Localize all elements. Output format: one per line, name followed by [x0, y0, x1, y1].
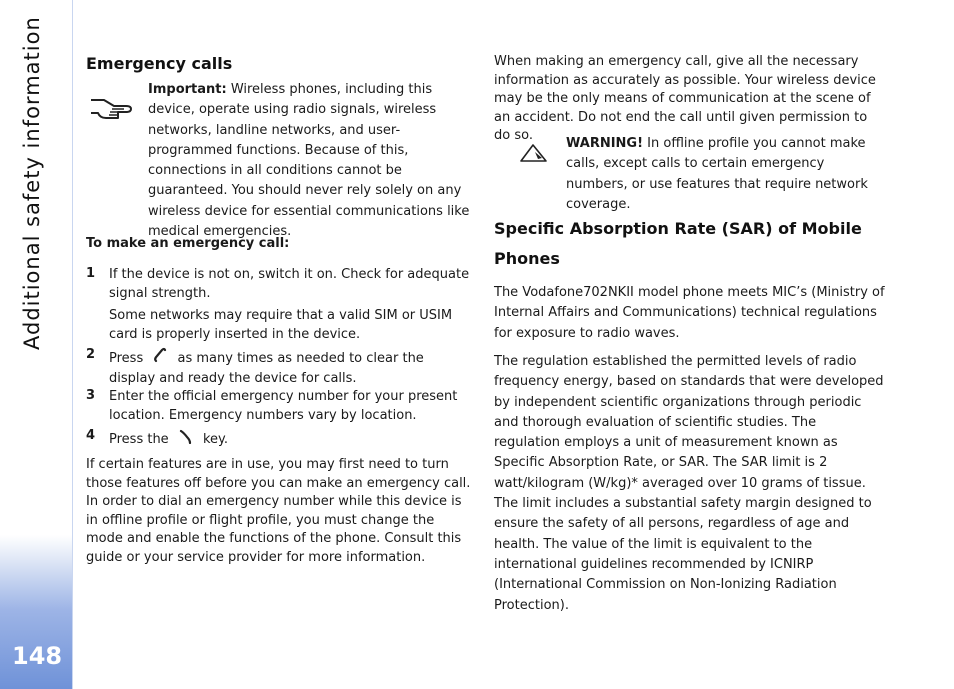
- sar-paragraph-2: The regulation established the permitted levels of radio frequency energy, based on standards that were developed by independent scientific organizations through periodic and thorough evaluation of scientific studies. The regulation employs a unit of measurement known as Specific Absorption Rate, or SAR. The SAR limit is 2 watt/kilogram (W/kg)* averaged over 10 grams of tissue. The limit includes a substantial safety margin designed to ensure the safety of all persons, regardless of age and health. The value of the limit is equivalent to the international guidelines recommended by ICNIRP (International Commission on Non-Ionizing Radiation Protection).: [494, 354, 884, 613]
- step-item: [86, 307, 471, 347]
- step-text: Enter the official emergency number for your present location. Emergency numbers vary by location.: [109, 389, 458, 423]
- step-text: If the device is not on, switch it on. Check for adequate signal strength.: [109, 267, 470, 301]
- important-text: Wireless phones, including this device, operate using radio signals, wireless networks, landline networks, and user-programmed functions. Because of this, connections in all conditions cannot be guaranteed. You should never rely solely on any wireless device for essential communications like medical emergencies.: [148, 82, 470, 240]
- warning-note: [566, 134, 886, 215]
- emergency-calls-heading: Emergency calls: [86, 54, 233, 73]
- warning-triangle-icon: [518, 142, 550, 164]
- step-text-before: Press: [109, 350, 144, 366]
- step-number: 2: [86, 347, 96, 362]
- step-item: [86, 266, 471, 306]
- important-label: Important:: [148, 82, 227, 97]
- step-item: [86, 347, 471, 387]
- important-note: [148, 80, 473, 242]
- step-number: 3: [86, 388, 96, 403]
- step-number: 4: [86, 428, 96, 443]
- end-call-key-icon: [153, 347, 167, 370]
- step-number: 1: [86, 266, 96, 281]
- section-title: Additional safety information: [20, 16, 44, 350]
- step-item: [86, 428, 471, 450]
- sidebar: [0, 0, 73, 689]
- closing-paragraph: If certain features are in use, you may first need to turn those features off before you can make an emergency call. In order to dial an emergency number while this device is in offline profile or flight profile, you must change the mode and enable the functions of the phone. Consult this guide or your service provider for more information.: [86, 457, 471, 565]
- step-text-after: as many times as needed to clear the display and ready the device for calls.: [109, 350, 424, 386]
- hand-pointer-icon: [88, 92, 134, 122]
- sar-heading: Specific Absorption Rate (SAR) of Mobile Phones: [494, 219, 862, 268]
- step-text: [109, 347, 471, 388]
- warning-label: WARNING!: [566, 136, 644, 151]
- procedure-title: To make an emergency call:: [86, 236, 290, 251]
- step-text-after: key.: [202, 431, 229, 447]
- step-text: [109, 428, 471, 451]
- step-text-before: Press the: [109, 431, 169, 447]
- call-key-icon: [179, 428, 193, 451]
- sar-paragraph-1: The Vodafone702NKII model phone meets MIC’s (Ministry of Internal Affairs and Communications) technical regulations for exposure to radio waves.: [494, 285, 885, 341]
- warning-text: In offline profile you cannot make calls, except calls to certain emergency numbers, or use features that require network coverage.: [566, 136, 868, 212]
- intro-paragraph: When making an emergency call, give all the necessary information as accurately as possible. Your wireless device may be the only means of communication at the scene of an accident. Do not end the call until given permission to do so.: [494, 54, 876, 143]
- step-note: Some networks may require that a valid SIM or USIM card is properly inserted in the device.: [109, 308, 453, 342]
- page-number: 148: [12, 642, 63, 670]
- step-item: [86, 388, 471, 428]
